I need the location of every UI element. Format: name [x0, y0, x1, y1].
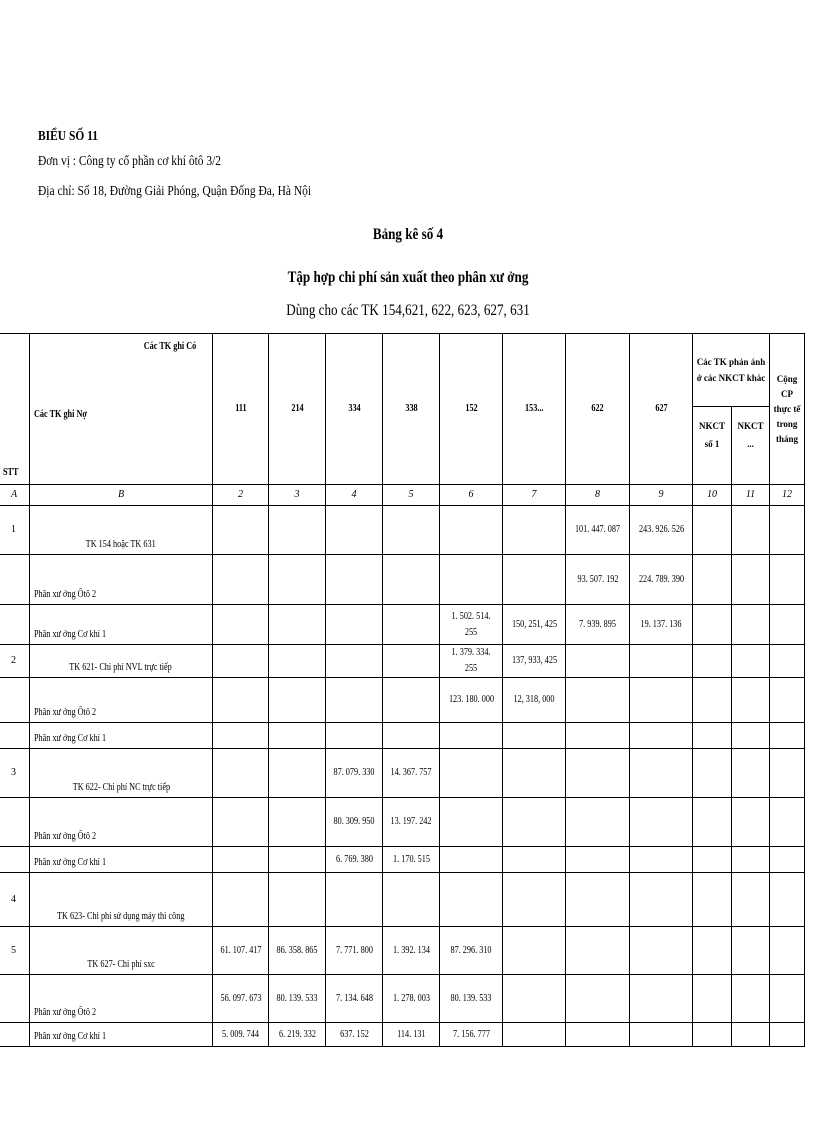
amount-cell-622 [566, 723, 630, 749]
account-label: Phân xư ởng Cơ khí 1 [34, 857, 107, 868]
amount-cell-214: 86. 358. 865 [269, 927, 326, 975]
account-label-cell [30, 605, 213, 645]
table-row [0, 927, 805, 975]
empty-cell [693, 678, 732, 723]
amount-cell-627 [630, 873, 693, 927]
amount-cell-627: 19. 137. 136 [630, 605, 693, 645]
stt-cell [0, 555, 30, 605]
amount-cell-627 [630, 678, 693, 723]
stt-cell: 3 [0, 749, 30, 798]
account-label: TK 622- Chi phí NC trực tiếp [72, 782, 170, 793]
account-label: Phân xư ởng Ôtô 2 [34, 831, 97, 842]
amount-cell-214 [269, 723, 326, 749]
table-row [0, 555, 805, 605]
amount-cell-622 [566, 873, 630, 927]
col-334: 334 [326, 334, 383, 485]
amount-cell-111 [213, 555, 269, 605]
empty-cell [693, 927, 732, 975]
empty-cell [693, 506, 732, 555]
empty-cell [693, 723, 732, 749]
table-row [0, 873, 805, 927]
empty-cell [732, 555, 770, 605]
account-label-cell [30, 645, 213, 678]
col-111: 111 [213, 334, 269, 485]
amount-cell-627: 243. 926. 526 [630, 506, 693, 555]
table-row [0, 506, 805, 555]
amount-cell-214: 80. 139. 533 [269, 975, 326, 1023]
amount-cell-111 [213, 506, 269, 555]
amount-cell-338 [383, 605, 440, 645]
amount-cell-334 [326, 555, 383, 605]
amount-cell-622 [566, 678, 630, 723]
index-cell: 4 [326, 485, 383, 506]
empty-cell [693, 605, 732, 645]
amount-cell-622: 93. 507. 192 [566, 555, 630, 605]
col-214: 214 [269, 334, 326, 485]
amount-cell-111: 56. 097. 673 [213, 975, 269, 1023]
amount-cell-214 [269, 798, 326, 847]
empty-cell [693, 798, 732, 847]
empty-cell [732, 749, 770, 798]
account-label: Phân xư ởng Cơ khí 1 [34, 629, 107, 640]
index-cell: 7 [503, 485, 566, 506]
amount-cell-152: 123. 180. 000 [440, 678, 503, 723]
amount-cell-152 [440, 798, 503, 847]
amount-cell-338: 1. 392. 134 [383, 927, 440, 975]
empty-cell [770, 927, 805, 975]
amount-cell-153: 150, 251, 425 [503, 605, 566, 645]
address-line: Địa chỉ: Số 18, Đường Giải Phóng, Quận Đống Đa, Hà Nội [38, 184, 312, 199]
amount-cell-622 [566, 798, 630, 847]
table-row [0, 749, 805, 798]
account-label: TK 154 hoặc TK 631 [85, 539, 156, 550]
amount-cell-214 [269, 749, 326, 798]
amount-cell-153 [503, 873, 566, 927]
amount-cell-334 [326, 723, 383, 749]
amount-cell-334 [326, 506, 383, 555]
amount-cell-152 [440, 555, 503, 605]
amount-cell-111 [213, 723, 269, 749]
amount-cell-153 [503, 798, 566, 847]
account-label: TK 621- Chi phí NVL trực tiếp [69, 662, 173, 673]
stt-cell: 4 [0, 873, 30, 927]
column-index-row [0, 485, 805, 506]
table-row [0, 605, 805, 645]
main-title: Tập hợp chi phí sản xuất theo phân xư ởng [287, 269, 529, 286]
amount-cell-334: 7. 134. 648 [326, 975, 383, 1023]
amount-cell-214 [269, 678, 326, 723]
col-153: 153... [503, 334, 566, 485]
account-label-cell [30, 749, 213, 798]
amount-cell-622: 101. 447. 087 [566, 506, 630, 555]
stt-cell [0, 723, 30, 749]
sub-title: Dùng cho các TK 154,621, 622, 623, 627, 631 [286, 302, 530, 319]
empty-cell [693, 555, 732, 605]
col-152: 152 [440, 334, 503, 485]
amount-cell-153 [503, 723, 566, 749]
table-row [0, 678, 805, 723]
amount-cell-152: 80. 139. 533 [440, 975, 503, 1023]
amount-cell-152 [440, 506, 503, 555]
empty-cell [732, 873, 770, 927]
col-622: 622 [566, 334, 630, 485]
amount-cell-111 [213, 678, 269, 723]
amount-cell-111: 61. 107. 417 [213, 927, 269, 975]
amount-cell-152: 1. 379. 334. 255 [440, 645, 503, 678]
amount-cell-627 [630, 749, 693, 798]
amount-cell-152 [440, 749, 503, 798]
amount-cell-111 [213, 873, 269, 927]
empty-cell [693, 873, 732, 927]
amount-cell-334: 6. 769. 380 [326, 847, 383, 873]
index-cell: B [30, 485, 213, 506]
account-label: TK 627- Chi phí sxc [87, 959, 155, 970]
empty-cell [770, 506, 805, 555]
amount-cell-338 [383, 678, 440, 723]
index-cell: 9 [630, 485, 693, 506]
amount-cell-152: 1. 502. 514. 255 [440, 605, 503, 645]
amount-cell-627 [630, 723, 693, 749]
amount-cell-153 [503, 749, 566, 798]
account-label-cell [30, 555, 213, 605]
amount-cell-111 [213, 798, 269, 847]
account-label: Phân xư ởng Ôtô 2 [34, 589, 97, 600]
account-label-cell [30, 975, 213, 1023]
total-header: Cộng CP thực tế trong tháng [770, 334, 805, 485]
account-corner-header [30, 334, 213, 485]
amount-cell-153 [503, 1023, 566, 1047]
sheet-title: Bảng kê số 4 [372, 226, 444, 243]
empty-cell [693, 645, 732, 678]
cost-table [0, 333, 805, 1047]
amount-cell-627 [630, 847, 693, 873]
amount-cell-214 [269, 605, 326, 645]
amount-cell-627 [630, 975, 693, 1023]
amount-cell-214: 6. 219. 332 [269, 1023, 326, 1047]
empty-cell [732, 798, 770, 847]
debit-label: Các TK ghi Nợ [34, 409, 87, 420]
stt-cell [0, 798, 30, 847]
table-row [0, 723, 805, 749]
account-label: Phân xư ởng Cơ khí 1 [34, 1031, 107, 1042]
stt-cell [0, 678, 30, 723]
amount-cell-627 [630, 927, 693, 975]
table-row [0, 798, 805, 847]
amount-cell-153 [503, 975, 566, 1023]
amount-cell-338 [383, 873, 440, 927]
amount-cell-622: 7. 939. 895 [566, 605, 630, 645]
empty-cell [770, 678, 805, 723]
amount-cell-338: 1. 170. 515 [383, 847, 440, 873]
stt-cell: 1 [0, 506, 30, 555]
empty-cell [770, 605, 805, 645]
empty-cell [770, 749, 805, 798]
amount-cell-334: 637. 152 [326, 1023, 383, 1047]
stt-cell [0, 975, 30, 1023]
amount-cell-153 [503, 506, 566, 555]
account-label-cell [30, 798, 213, 847]
amount-cell-622 [566, 645, 630, 678]
stt-header: STT [0, 334, 30, 485]
amount-cell-334 [326, 678, 383, 723]
amount-cell-214 [269, 847, 326, 873]
table-row [0, 975, 805, 1023]
amount-cell-152 [440, 723, 503, 749]
stt-cell [0, 847, 30, 873]
table-row [0, 645, 805, 678]
amount-cell-153: 137, 933, 425 [503, 645, 566, 678]
empty-cell [693, 975, 732, 1023]
index-cell: 3 [269, 485, 326, 506]
amount-cell-153 [503, 927, 566, 975]
amount-cell-627 [630, 1023, 693, 1047]
account-label: Phân xư ởng Cơ khí 1 [34, 733, 107, 744]
amount-cell-214 [269, 645, 326, 678]
index-cell: 6 [440, 485, 503, 506]
amount-cell-334 [326, 645, 383, 678]
amount-cell-338 [383, 723, 440, 749]
amount-cell-338: 1. 278. 003 [383, 975, 440, 1023]
account-label-cell [30, 723, 213, 749]
amount-cell-153: 12, 318, 000 [503, 678, 566, 723]
amount-cell-622 [566, 975, 630, 1023]
account-label: Phân xư ởng Ôtô 2 [34, 707, 97, 718]
empty-cell [732, 1023, 770, 1047]
amount-cell-152: 87. 296. 310 [440, 927, 503, 975]
empty-cell [732, 506, 770, 555]
amount-cell-111 [213, 749, 269, 798]
stt-cell: 2 [0, 645, 30, 678]
empty-cell [732, 678, 770, 723]
table-row [0, 1023, 805, 1047]
amount-cell-111 [213, 605, 269, 645]
empty-cell [732, 723, 770, 749]
amount-cell-622 [566, 749, 630, 798]
amount-cell-152 [440, 873, 503, 927]
account-label: Phân xư ởng Ôtô 2 [34, 1007, 97, 1018]
amount-cell-334 [326, 605, 383, 645]
col-338: 338 [383, 334, 440, 485]
amount-cell-152 [440, 847, 503, 873]
amount-cell-111 [213, 645, 269, 678]
credit-label: Các TK ghi Có [143, 341, 197, 352]
empty-cell [732, 927, 770, 975]
account-label-cell [30, 1023, 213, 1047]
col-627: 627 [630, 334, 693, 485]
amount-cell-152: 7. 156. 777 [440, 1023, 503, 1047]
amount-cell-111 [213, 847, 269, 873]
empty-cell [693, 749, 732, 798]
amount-cell-334 [326, 873, 383, 927]
account-label-cell [30, 678, 213, 723]
account-label-cell [30, 927, 213, 975]
account-label-cell [30, 506, 213, 555]
amount-cell-338 [383, 506, 440, 555]
amount-cell-338: 14. 367. 757 [383, 749, 440, 798]
stt-cell [0, 605, 30, 645]
index-cell: 10 [693, 485, 732, 506]
amount-cell-622 [566, 1023, 630, 1047]
amount-cell-338 [383, 555, 440, 605]
amount-cell-338: 13. 197. 242 [383, 798, 440, 847]
account-label: TK 623- Chi phí sử dụng máy thi công [57, 911, 185, 922]
empty-cell [732, 975, 770, 1023]
index-cell: 5 [383, 485, 440, 506]
empty-cell [770, 798, 805, 847]
empty-cell [732, 645, 770, 678]
empty-cell [770, 723, 805, 749]
empty-cell [732, 847, 770, 873]
amount-cell-627: 224. 789. 390 [630, 555, 693, 605]
amount-cell-153 [503, 847, 566, 873]
empty-cell [770, 645, 805, 678]
amount-cell-627 [630, 798, 693, 847]
empty-cell [770, 873, 805, 927]
index-cell: 12 [770, 485, 805, 506]
amount-cell-622 [566, 927, 630, 975]
amount-cell-214 [269, 873, 326, 927]
nkct-group-header: Các TK phản ánh ở các NKCT khác [693, 334, 770, 407]
index-cell: A [0, 485, 30, 506]
amount-cell-338 [383, 645, 440, 678]
account-label-cell [30, 873, 213, 927]
amount-cell-627 [630, 645, 693, 678]
empty-cell [693, 1023, 732, 1047]
nkct-1-header: NKCT số 1 [693, 407, 732, 485]
stt-cell: 5 [0, 927, 30, 975]
amount-cell-334: 7. 771. 800 [326, 927, 383, 975]
empty-cell [770, 975, 805, 1023]
amount-cell-338: 114. 131 [383, 1023, 440, 1047]
amount-cell-214 [269, 555, 326, 605]
table-row [0, 847, 805, 873]
amount-cell-153 [503, 555, 566, 605]
nkct-2-header: NKCT ... [732, 407, 770, 485]
form-number: BIỂU SỐ 11 [38, 129, 98, 144]
amount-cell-111: 5. 009. 744 [213, 1023, 269, 1047]
index-cell: 2 [213, 485, 269, 506]
amount-cell-622 [566, 847, 630, 873]
empty-cell [770, 847, 805, 873]
amount-cell-214 [269, 506, 326, 555]
account-label-cell [30, 847, 213, 873]
amount-cell-334: 87. 079. 330 [326, 749, 383, 798]
empty-cell [770, 555, 805, 605]
empty-cell [693, 847, 732, 873]
empty-cell [770, 1023, 805, 1047]
index-cell: 8 [566, 485, 630, 506]
amount-cell-334: 80. 309. 950 [326, 798, 383, 847]
empty-cell [732, 605, 770, 645]
unit-line: Đơn vị : Công ty cổ phần cơ khí ôtô 3/2 [38, 154, 222, 169]
index-cell: 11 [732, 485, 770, 506]
stt-cell [0, 1023, 30, 1047]
